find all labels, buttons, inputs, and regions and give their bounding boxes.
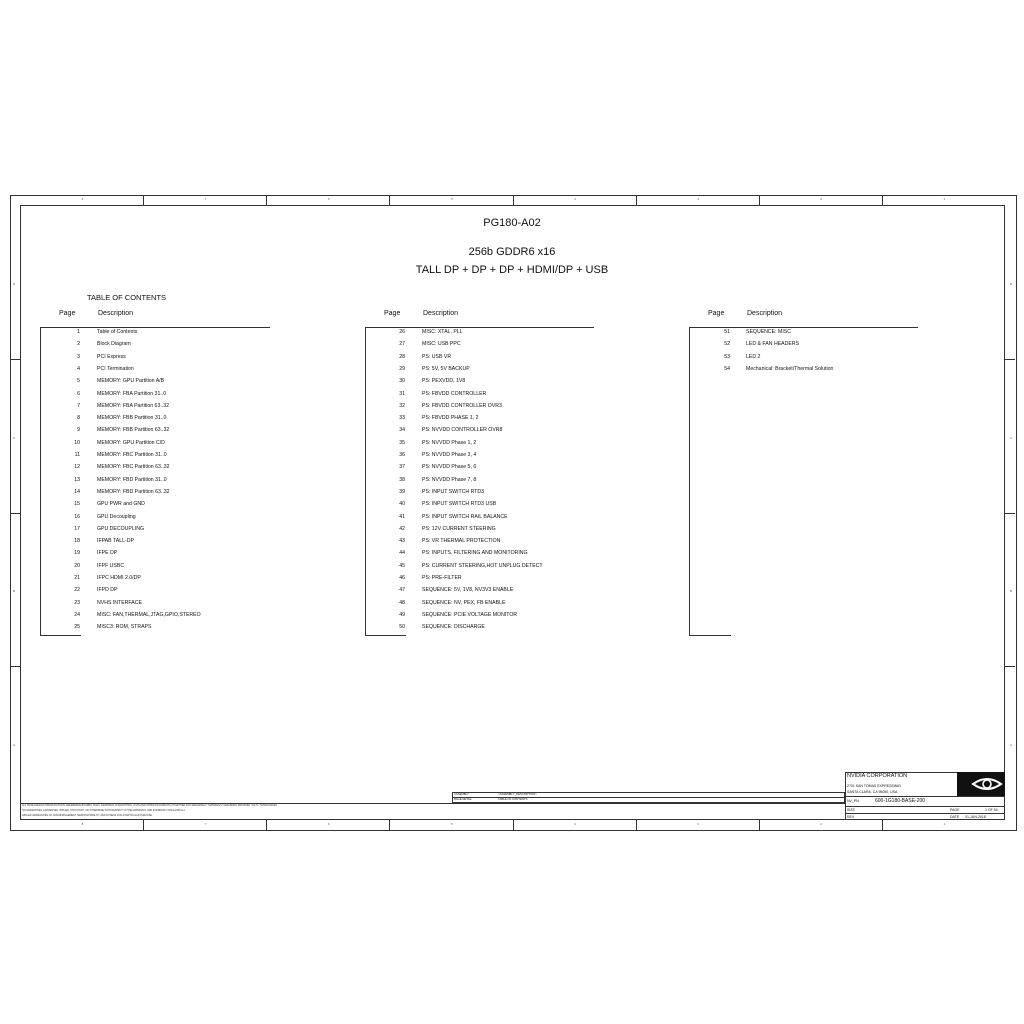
toc-description: PS: 5V, 5V BACKUP	[422, 365, 470, 372]
toc-description: MEMORY: GPU Partition C/D	[97, 439, 165, 446]
toc-description: MISC: FAN,THERMAL,JTAG,GPIO,STEREO	[97, 611, 201, 618]
page-detail-label: PAGE DETAIL	[454, 797, 472, 801]
zone-column-label: 5	[450, 822, 453, 826]
nv-pn-label: NV_PN	[847, 799, 859, 803]
zone-column-label: 3	[697, 197, 699, 201]
toc-page-number: 42	[399, 525, 405, 532]
zone-tick	[10, 513, 20, 514]
toc-description: Block Diagram	[97, 341, 131, 348]
toc-page-number: 54	[724, 365, 730, 372]
toc-page-number: 41	[399, 513, 405, 520]
toc-description: MEMORY: FBC Partition 63..32	[97, 464, 170, 471]
toc-page-number: 15	[74, 501, 80, 508]
toc-description-header: Description	[423, 310, 459, 317]
toc-page-number: 7	[77, 402, 80, 409]
toc-page-number: 20	[74, 562, 80, 569]
toc-description: Mechanical: Bracket/Thermal Solution	[746, 365, 834, 372]
toc-description: LED & FAN HEADERS	[746, 341, 800, 348]
toc-page-number: 5	[77, 378, 80, 385]
zone-row-label: C	[13, 435, 16, 440]
toc-description: IFPE DP	[97, 550, 118, 557]
toc-page-number: 1	[77, 329, 80, 335]
toc-description: PS: INPUT SWITCH RAIL BALANCE	[422, 513, 508, 520]
zone-row-label: D	[1010, 281, 1013, 286]
toc-page-number: 2	[77, 341, 80, 348]
toc-header-rule	[40, 327, 270, 328]
nvidia-eye-icon	[957, 772, 1005, 796]
board-title: PG180-A02	[483, 217, 541, 229]
zone-tick	[882, 820, 883, 830]
toc-page-number: 13	[74, 476, 80, 483]
toc-page-number: 14	[74, 488, 80, 495]
toc-heading: TABLE OF CONTENTS	[87, 293, 167, 302]
toc-description: GPU DECOUPLING	[97, 525, 144, 532]
page-detail-value: TABLE OF CONTENTS	[498, 797, 528, 801]
toc-page-number: 36	[399, 452, 405, 458]
toc-description: PS: INPUT SWITCH RTD3 USB	[422, 501, 497, 508]
toc-bottom-rule	[689, 635, 731, 636]
date-value: 01-JUN-2018	[965, 815, 986, 819]
toc-column-rule	[689, 327, 690, 635]
zone-tick	[636, 820, 637, 830]
zone-tick	[266, 195, 267, 205]
zone-tick	[389, 195, 390, 205]
zone-tick	[1005, 359, 1015, 360]
toc-description: PS: NVVDD Phase 1, 2	[422, 439, 477, 446]
nv-pn-value: 600-1G180-BASE-200	[875, 798, 926, 804]
zone-column-label: 8	[81, 822, 84, 826]
toc-page-number: 10	[74, 439, 80, 446]
toc-description: SEQUENCE: DISCHARGE	[422, 624, 485, 631]
toc-page-number: 9	[77, 427, 80, 434]
toc-description-header: Description	[98, 310, 134, 317]
toc-header-rule	[365, 327, 594, 328]
toc-description: MISC: XTAL, PLL	[422, 329, 463, 335]
toc-header-rule	[689, 327, 918, 328]
toc-description: IFPD DP	[97, 587, 118, 594]
zone-column-label: 4	[574, 197, 576, 201]
toc-page-number: 19	[74, 550, 80, 557]
toc-page-number: 18	[74, 538, 80, 545]
zone-tick	[759, 820, 760, 830]
toc-page-number: 8	[77, 415, 80, 422]
toc-page-number: 25	[74, 624, 80, 631]
toc-description: PCI Termination	[97, 365, 134, 372]
toc-description: PS: FBVDD PHASE 1, 2	[422, 415, 479, 422]
toc-page-number: 29	[399, 365, 405, 372]
zone-tick	[10, 666, 20, 667]
toc-description: MEMORY: FBA Partition 63..32	[97, 402, 169, 409]
toc-bottom-rule	[365, 635, 406, 636]
zone-tick	[143, 195, 144, 205]
toc-page-number: 33	[399, 415, 405, 422]
toc-page-number: 6	[77, 390, 80, 397]
company-address-2: SANTA CLARA, CA 95050, USA	[847, 790, 898, 794]
toc-description: GPU PWR and GND	[97, 501, 145, 508]
zone-column-label: 2	[820, 822, 822, 826]
toc-description: SEQUENCE: 5V, 1V8, NV3V3 ENABLE	[422, 587, 514, 594]
toc-page-number: 17	[74, 525, 80, 532]
disclaimer-line-1: ALL NVIDIA DESIGN SPECIFICATIONS, REFERENCE BOARDS, FILES, DRAWINGS, DIAGNOSTICS, LISTS AND OTHER DOCUMENTS (TOGETHER AND SEPARATELY, "MATERIALS") ARE BEING PROVIDED "AS IS." NVIDIA MAKES	[22, 804, 277, 807]
zone-tick	[882, 195, 883, 205]
toc-page-number: 32	[399, 402, 405, 409]
toc-description: MEMORY: FBB Partition 31..0	[97, 415, 167, 422]
toc-page-number: 23	[74, 599, 80, 606]
output-config: TALL DP + DP + DP + HDMI/DP + USB	[415, 264, 609, 276]
toc-description: PS: FBVDD CONTROLLER OVR3	[422, 402, 502, 409]
toc-description: SEQUENCE: MISC	[746, 329, 791, 335]
toc-bottom-rule	[40, 635, 81, 636]
zone-row-label: A	[13, 743, 16, 748]
toc-page-number: 35	[399, 439, 405, 446]
toc-page-number: 47	[399, 587, 405, 594]
toc-page-number: 27	[399, 341, 405, 348]
toc-description: Table of Contents	[97, 329, 138, 335]
disclaimer-line-3: IMPLIED WARRANTIES OF NONINFRINGEMENT, MERCHANTABILITY, AND FITNESS FOR A PARTICULAR PURPOSE.	[22, 814, 153, 817]
toc-page-number: 45	[399, 562, 405, 569]
toc-description: MEMORY: FBC Partition 31..0	[97, 452, 167, 458]
toc-description: PS: NVVDD CONTROLLER OVR8	[422, 427, 503, 434]
toc-page-number: 3	[77, 353, 80, 360]
tb-divider-3	[845, 813, 1005, 814]
date-label: DATE	[950, 815, 960, 819]
toc-column-rule	[40, 327, 41, 635]
toc-page-number: 40	[399, 501, 405, 508]
toc-description: PS: PRE-FILTER	[422, 575, 462, 581]
zone-column-label: 8	[81, 197, 84, 201]
zone-tick	[10, 359, 20, 360]
zone-row-label: B	[13, 589, 16, 594]
toc-page-number: 30	[399, 378, 405, 385]
toc-page-number: 16	[74, 513, 80, 520]
toc-page-number: 4	[77, 365, 80, 372]
toc-page-number: 49	[399, 611, 405, 618]
rev-label: REV	[847, 815, 855, 819]
toc-description: PS: USB VR	[422, 353, 452, 360]
toc-description: NVHS INTERFACE	[97, 599, 142, 606]
toc-description: PS: INPUT SWITCH RTD3	[422, 488, 485, 495]
zone-tick	[143, 820, 144, 830]
toc-page-number: 46	[399, 575, 405, 581]
assembly-value: <ASSEMBLY_DESCRIPTION>	[498, 792, 537, 796]
zone-column-label: 5	[450, 197, 453, 201]
toc-page-header: Page	[708, 310, 725, 317]
zone-column-label: 1	[943, 197, 946, 201]
toc-description: PS: NVVDD Phase 7, 8	[422, 476, 477, 483]
toc-description: GPU Decoupling	[97, 513, 136, 520]
toc-page-number: 12	[74, 464, 80, 471]
zone-row-label: C	[1010, 435, 1013, 440]
toc-page-number: 38	[399, 476, 405, 483]
zone-tick	[389, 820, 390, 830]
toc-page-number: 22	[74, 587, 80, 594]
toc-description: IFPC HDMI 2.0/DP	[97, 575, 141, 581]
toc-description: MEMORY: FBD Partition 31..0	[97, 476, 167, 483]
toc-description: IFPAB TALL-DP	[97, 538, 134, 545]
company-name: NVIDIA CORPORATION	[847, 773, 908, 779]
nvidia-logo	[957, 772, 1005, 796]
toc-column-rule	[365, 327, 366, 635]
zone-column-label: 2	[820, 197, 822, 201]
toc-description: MISC: USB PPC	[422, 341, 461, 348]
toc-page-header: Page	[384, 310, 401, 317]
toc-page-number: 52	[724, 341, 730, 348]
assembly-label: ASSEMBLY	[454, 792, 469, 796]
toc-description: MEMORY: FBB Partition 63..32	[97, 427, 170, 434]
toc-page-number: 37	[399, 464, 405, 471]
zone-tick	[266, 820, 267, 830]
zone-column-label: 3	[697, 822, 699, 826]
toc-description: PS: VR THERMAL PROTECTION	[422, 538, 501, 545]
toc-description: LED 2	[746, 353, 761, 360]
page-label: PAGE	[950, 808, 960, 812]
zone-row-label: B	[1010, 589, 1013, 594]
toc-description: IFPF USBC	[97, 562, 125, 569]
toc-page-number: 26	[399, 329, 405, 335]
zone-tick	[1005, 513, 1015, 514]
toc-page-number: 50	[399, 624, 405, 631]
zone-column-label: 1	[943, 822, 946, 826]
toc-page-number: 44	[399, 550, 405, 557]
company-address-1: 2701 SAN TOMAS EXPRESSWAY	[847, 784, 902, 788]
sheet-inner-border	[20, 205, 1005, 820]
zone-column-label: 4	[574, 822, 576, 826]
zone-column-label: 6	[327, 822, 330, 826]
toc-description: SEQUENCE: NV, PEX, FB ENABLE	[422, 599, 506, 606]
toc-page-number: 11	[74, 452, 80, 458]
toc-page-number: 31	[399, 390, 405, 397]
toc-page-number: 51	[724, 329, 730, 335]
zone-tick	[759, 195, 760, 205]
zone-tick	[636, 195, 637, 205]
toc-page-number: 48	[399, 599, 405, 606]
zone-tick	[513, 820, 514, 830]
toc-description: MEMORY: FBD Partition 63..32	[97, 488, 170, 495]
toc-description: PS: NVVDD Phase 5, 6	[422, 464, 477, 471]
toc-page-number: 43	[399, 538, 405, 545]
page-value: 1 OF 54	[985, 808, 998, 812]
toc-description: PS: 12V CURRENT STEERING	[422, 525, 496, 532]
toc-description: PS: CURRENT STEERING,HOT UNPLUG DETECT	[422, 562, 543, 569]
zone-row-label: D	[13, 281, 16, 286]
tb-divider-1	[845, 796, 1005, 797]
disclaimer-line-2: NO WARRANTIES, EXPRESSED, IMPLIED, STATUTORY, OR OTHERWISE WITH RESPECT TO THE MATERIALS, AND EXPRESSLY DISCLAIMS ALL	[22, 809, 186, 812]
toc-page-number: 34	[399, 427, 405, 434]
toc-page-number: 53	[724, 353, 730, 360]
toc-description: SEQUENCE: PCIE VOLTAGE MONITOR	[422, 611, 518, 618]
toc-description: PS: INPUTS, FILTERING AND MONITORING	[422, 550, 528, 557]
zone-column-label: 7	[204, 822, 207, 826]
memory-config: 256b GDDR6 x16	[468, 246, 556, 258]
toc-description: PS: FBVDD CONTROLLER	[422, 390, 487, 397]
toc-page-header: Page	[59, 310, 76, 317]
toc-description: MEMORY: GPU Partition A/B	[97, 378, 165, 385]
zone-row-label: A	[1010, 743, 1013, 748]
zone-tick	[1005, 666, 1015, 667]
tb-divider-2	[845, 806, 1005, 807]
toc-page-number: 39	[399, 488, 405, 495]
toc-page-number: 21	[74, 575, 80, 581]
toc-description: PCI Express	[97, 353, 126, 360]
size-label: SIZE	[847, 808, 855, 812]
toc-description: MISC3: ROM, STRAPS	[97, 624, 152, 631]
zone-column-label: 6	[327, 197, 330, 201]
toc-page-number: 24	[74, 611, 80, 618]
toc-description: PS: PEXVDD, 1V8	[422, 378, 466, 385]
toc-description: MEMORY: FBA Partition 31..0	[97, 390, 167, 397]
zone-tick	[513, 195, 514, 205]
toc-page-number: 28	[399, 353, 405, 360]
zone-column-label: 7	[204, 197, 207, 201]
toc-description: PS: NVVDD Phase 3, 4	[422, 452, 477, 458]
toc-description-header: Description	[747, 310, 783, 317]
